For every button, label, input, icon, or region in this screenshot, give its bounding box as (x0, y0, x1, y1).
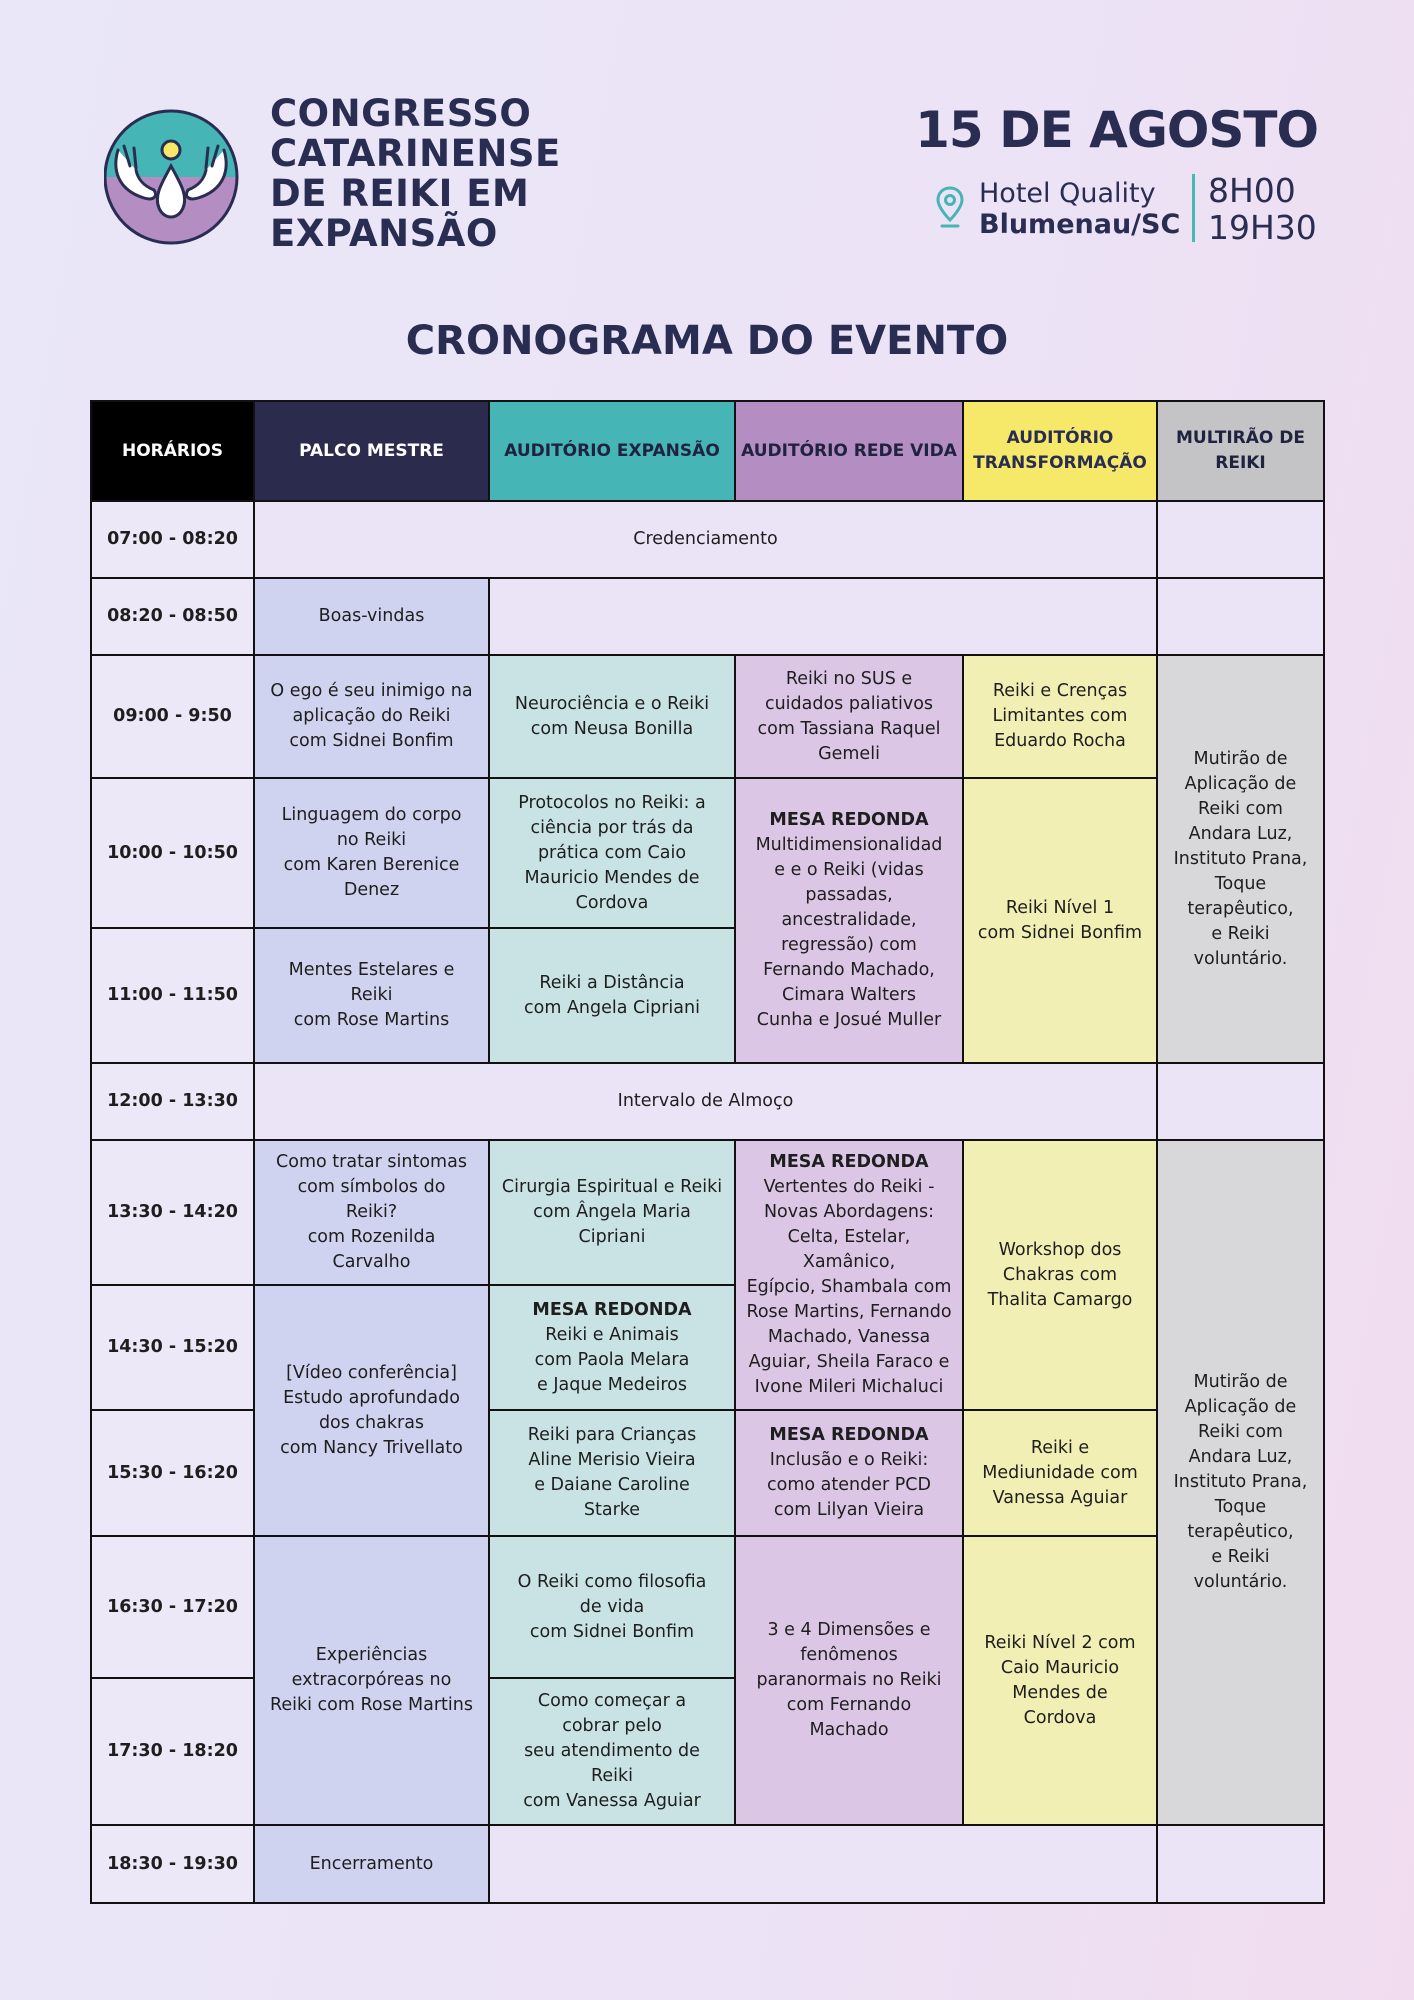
time-cell: 11:00 - 11:50 (91, 928, 254, 1063)
column-header-auditorio-rede-vida: AUDITÓRIO REDE VIDA (735, 401, 963, 501)
table-row (91, 1140, 1324, 1285)
brand-line: CATARINENSE (270, 132, 561, 175)
session-cell: O ego é seu inimigo na aplicação do Reiki com Sidnei Bonfim (254, 655, 489, 778)
empty-cell (1157, 1063, 1324, 1140)
time-cell: 09:00 - 9:50 (91, 655, 254, 778)
end-time: 19H30 (1208, 208, 1317, 247)
session-cell: Reiki no SUS e cuidados paliativos com Tassiana Raquel Gemeli (735, 655, 963, 778)
session-boas-vindas: Boas-vindas (254, 578, 489, 655)
table-row (91, 1825, 1324, 1903)
time-cell: 07:00 - 08:20 (91, 501, 254, 578)
session-cell: Neurociência e o Reiki com Neusa Bonilla (489, 655, 735, 778)
session-cell: Protocolos no Reiki: a ciência por trás da prática com Caio Mauricio Mendes de Cordova (489, 778, 735, 928)
column-header-palco-mestre: PALCO MESTRE (254, 401, 489, 501)
time-cell: 12:00 - 13:30 (91, 1063, 254, 1140)
session-cell: Reiki e Mediunidade com Vanessa Aguiar (963, 1410, 1157, 1536)
session-mutirao-manha: Mutirão de Aplicação de Reiki com Andara Luz, Instituto Prana, Toque terapêutico, e Reiki voluntário. (1157, 655, 1324, 1063)
empty-cell (1157, 578, 1324, 655)
header-row (91, 401, 1324, 501)
session-cell: Como tratar sintomas com símbolos do Reiki? com Rozenilda Carvalho (254, 1140, 489, 1285)
event-brand-name (270, 94, 561, 254)
session-mesa-redonda: MESA REDONDA Multidimensionalidad e e o Reiki (vidas passadas, ancestralidade, regressão) com Fernando Machado, Cimara Walters Cunha e Josué Muller (735, 778, 963, 1063)
session-encerramento: Encerramento (254, 1825, 489, 1903)
session-cell: Experiências extracorpóreas no Reiki com Rose Martins (254, 1536, 489, 1825)
session-mutirao-tarde: Mutirão de Aplicação de Reiki com Andara Luz, Instituto Prana, Toque terapêutico, e Reiki voluntário. (1157, 1140, 1324, 1825)
session-cell: Cirurgia Espiritual e Reiki com Ângela Maria Cipriani (489, 1140, 735, 1285)
venue-name: Hotel Quality (979, 178, 1156, 209)
time-cell: 16:30 - 17:20 (91, 1536, 254, 1678)
empty-cell (489, 1825, 1157, 1903)
session-intervalo-almoco: Intervalo de Almoço (254, 1063, 1157, 1140)
session-cell: [Vídeo conferência] Estudo aprofundado dos chakras com Nancy Trivellato (254, 1285, 489, 1536)
column-header-auditorio-transformacao: AUDITÓRIO TRANSFORMAÇÃO (963, 401, 1157, 501)
session-cell: Reiki Nível 1 com Sidnei Bonfim (963, 778, 1157, 1063)
table-row (91, 578, 1324, 655)
session-cell: Mentes Estelares e Reiki com Rose Martins (254, 928, 489, 1063)
session-cell: Reiki e Crenças Limitantes com Eduardo Rocha (963, 655, 1157, 778)
venue-info (936, 171, 1317, 247)
session-mesa-redonda: MESA REDONDA Vertentes do Reiki - Novas Abordagens: Celta, Estelar, Xamânico, Egípcio, Shambala com Rose Martins, Fernando Machado, Vanessa Aguiar, Sheila Faraco e Ivone Mileri Michaluci (735, 1140, 963, 1410)
empty-cell (1157, 1825, 1324, 1903)
schedule-table (90, 400, 1325, 1904)
divider (1192, 174, 1195, 242)
table-row (91, 778, 1324, 928)
page-title: CRONOGRAMA DO EVENTO (405, 318, 1009, 364)
table-row (91, 655, 1324, 778)
event-date: 15 DE AGOSTO (915, 101, 1318, 159)
session-cell: Workshop dos Chakras com Thalita Camargo (963, 1140, 1157, 1410)
time-cell: 17:30 - 18:20 (91, 1678, 254, 1825)
column-header-horarios: HORÁRIOS (91, 401, 254, 501)
empty-cell (1157, 501, 1324, 578)
time-cell: 10:00 - 10:50 (91, 778, 254, 928)
brand-line: DE REIKI EM (270, 172, 530, 215)
session-cell: 3 e 4 Dimensões e fenômenos paranormais no Reiki com Fernando Machado (735, 1536, 963, 1825)
table-row (91, 1536, 1324, 1678)
time-cell: 18:30 - 19:30 (91, 1825, 254, 1903)
session-cell: Reiki a Distância com Angela Cipriani (489, 928, 735, 1063)
session-cell: Reiki Nível 2 com Caio Mauricio Mendes de Cordova (963, 1536, 1157, 1825)
logo (104, 100, 239, 255)
column-header-auditorio-expansao: AUDITÓRIO EXPANSÃO (489, 401, 735, 501)
session-cell: Reiki para Crianças Aline Merisio Vieira e Daiane Caroline Starke (489, 1410, 735, 1536)
session-cell: O Reiki como filosofia de vida com Sidnei Bonfim (489, 1536, 735, 1678)
start-time: 8H00 (1208, 171, 1296, 210)
table-row (91, 1063, 1324, 1140)
session-credenciamento: Credenciamento (254, 501, 1157, 578)
session-cell: Como começar a cobrar pelo seu atendimento de Reiki com Vanessa Aguiar (489, 1678, 735, 1825)
brand-line: EXPANSÃO (270, 212, 498, 255)
column-header-multirao-de-reiki: MULTIRÃO DE REIKI (1157, 401, 1324, 501)
venue-city: Blumenau/SC (979, 209, 1181, 240)
brand-line: CONGRESSO (270, 92, 532, 135)
location-pin-icon (936, 186, 964, 232)
time-cell: 13:30 - 14:20 (91, 1140, 254, 1285)
time-cell: 14:30 - 15:20 (91, 1285, 254, 1410)
time-cell: 15:30 - 16:20 (91, 1410, 254, 1536)
session-mesa-redonda: MESA REDONDA Inclusão e o Reiki: como atender PCD com Lilyan Vieira (735, 1410, 963, 1536)
session-mesa-redonda: MESA REDONDA Reiki e Animais com Paola Melara e Jaque Medeiros (489, 1285, 735, 1410)
table-row (91, 501, 1324, 578)
session-cell: Linguagem do corpo no Reiki com Karen Berenice Denez (254, 778, 489, 928)
empty-cell (489, 578, 1157, 655)
time-cell: 08:20 - 08:50 (91, 578, 254, 655)
